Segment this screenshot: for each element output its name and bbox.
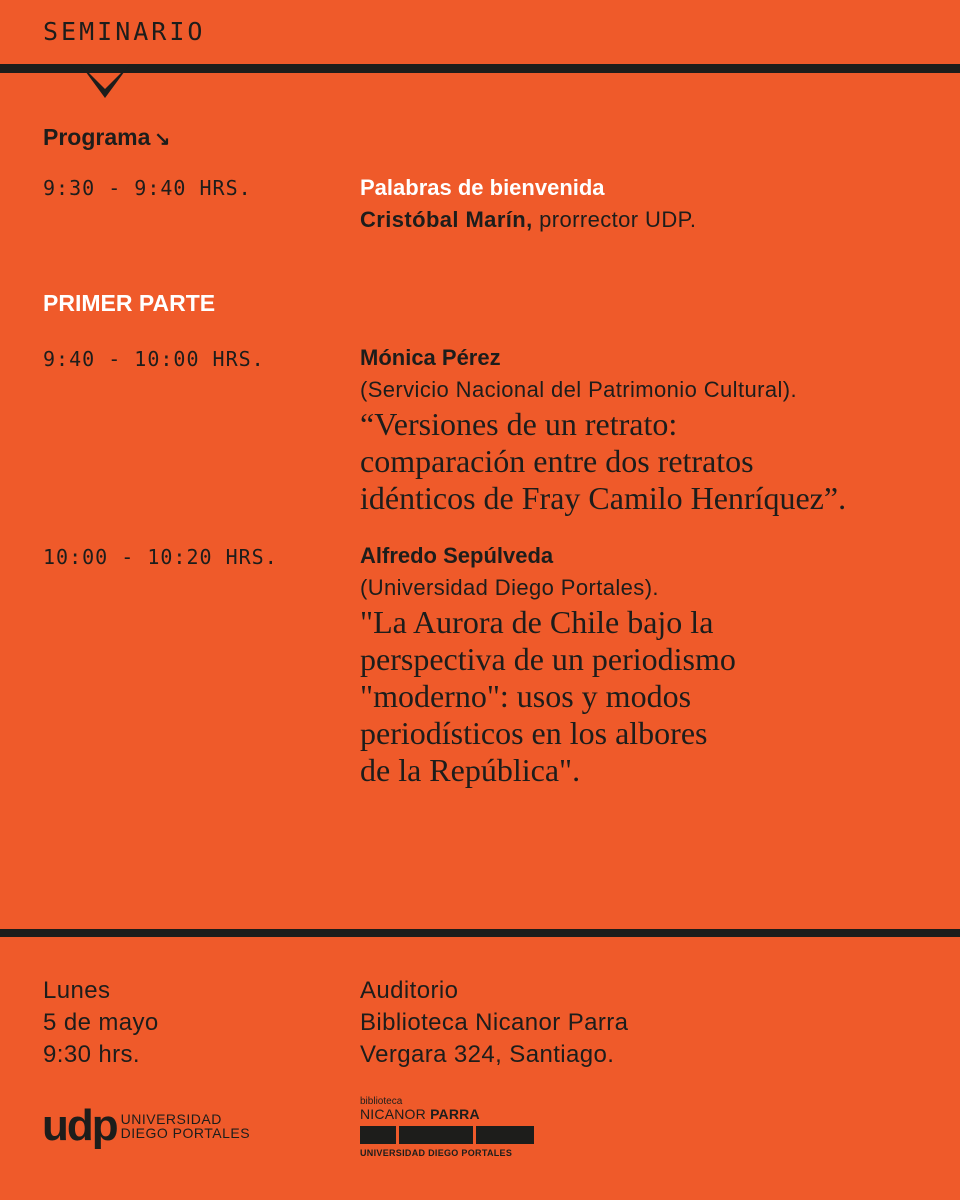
venue-room: Auditorio: [360, 977, 459, 1004]
talk-2-title-line: de la República".: [360, 752, 581, 788]
event-venue: [360, 975, 628, 1071]
event-time: 9:30 hrs.: [43, 1041, 140, 1068]
talk-2-entry: [360, 540, 950, 789]
udp-logo-mark: udp: [42, 1101, 117, 1150]
talk-1-speaker: Mónica Pérez: [360, 345, 501, 370]
welcome-title: Palabras de bienvenida: [360, 175, 605, 200]
bib-logo-bar: [476, 1126, 534, 1144]
welcome-speaker: Cristóbal Marín,: [360, 207, 533, 232]
biblioteca-logo: [360, 1096, 534, 1158]
event-date: [43, 975, 159, 1071]
bib-logo-bar: [399, 1126, 473, 1144]
arrow-down-right-icon: ↘: [154, 129, 171, 150]
section-title: PRIMER PARTE: [43, 290, 216, 316]
udp-logo-line: DIEGO PORTALES: [120, 1125, 251, 1141]
program-heading: [43, 124, 170, 151]
udp-logo: [42, 1101, 251, 1150]
udp-logo-line: UNIVERSIDAD: [120, 1111, 222, 1127]
welcome-entry: [360, 172, 950, 236]
bib-logo-bar: [360, 1126, 396, 1144]
program-title: Programa: [43, 124, 151, 150]
bib-logo-bars: [360, 1126, 534, 1144]
talk-2-time: 10:00 - 10:20 HRS.: [43, 545, 278, 569]
talk-2-affiliation: (Universidad Diego Portales).: [360, 575, 659, 600]
talk-2-title-line: periodísticos en los albores: [360, 715, 708, 751]
event-day: Lunes: [43, 977, 111, 1004]
seminar-label: SEMINARIO: [43, 17, 206, 46]
udp-logo-text: [121, 1112, 250, 1140]
talk-2-title-line: "La Aurora de Chile bajo la: [360, 604, 714, 640]
talk-2-title: [360, 604, 950, 789]
talk-1-entry: [360, 342, 950, 517]
talk-1-time: 9:40 - 10:00 HRS.: [43, 347, 265, 371]
bib-logo-small: biblioteca: [360, 1096, 403, 1107]
bottom-rule: [0, 929, 960, 937]
talk-1-title-line: idénticos de Fray Camilo Henríquez”.: [360, 480, 847, 516]
bib-logo-name-a: NICANOR: [360, 1106, 431, 1122]
bib-logo-name: [360, 1107, 534, 1122]
event-date-value: 5 de mayo: [43, 1009, 159, 1036]
venue-building: Biblioteca Nicanor Parra: [360, 1009, 629, 1036]
welcome-speaker-line: [360, 204, 950, 236]
bib-logo-name-b: PARRA: [430, 1106, 480, 1122]
talk-1-affiliation: (Servicio Nacional del Patrimonio Cultural).: [360, 377, 797, 402]
bib-logo-university: UNIVERSIDAD DIEGO PORTALES: [360, 1148, 513, 1158]
venue-address: Vergara 324, Santiago.: [360, 1041, 615, 1068]
talk-2-title-line: perspectiva de un periodismo: [360, 641, 736, 677]
talk-1-title-line: “Versiones de un retrato:: [360, 406, 678, 442]
welcome-role: prorrector UDP.: [532, 207, 697, 232]
talk-1-title-line: comparación entre dos retratos: [360, 443, 754, 479]
talk-2-speaker: Alfredo Sepúlveda: [360, 543, 554, 568]
talk-1-title: [360, 406, 950, 517]
talk-2-title-line: "moderno": usos y modos: [360, 678, 692, 714]
welcome-time: 9:30 - 9:40 HRS.: [43, 176, 252, 200]
